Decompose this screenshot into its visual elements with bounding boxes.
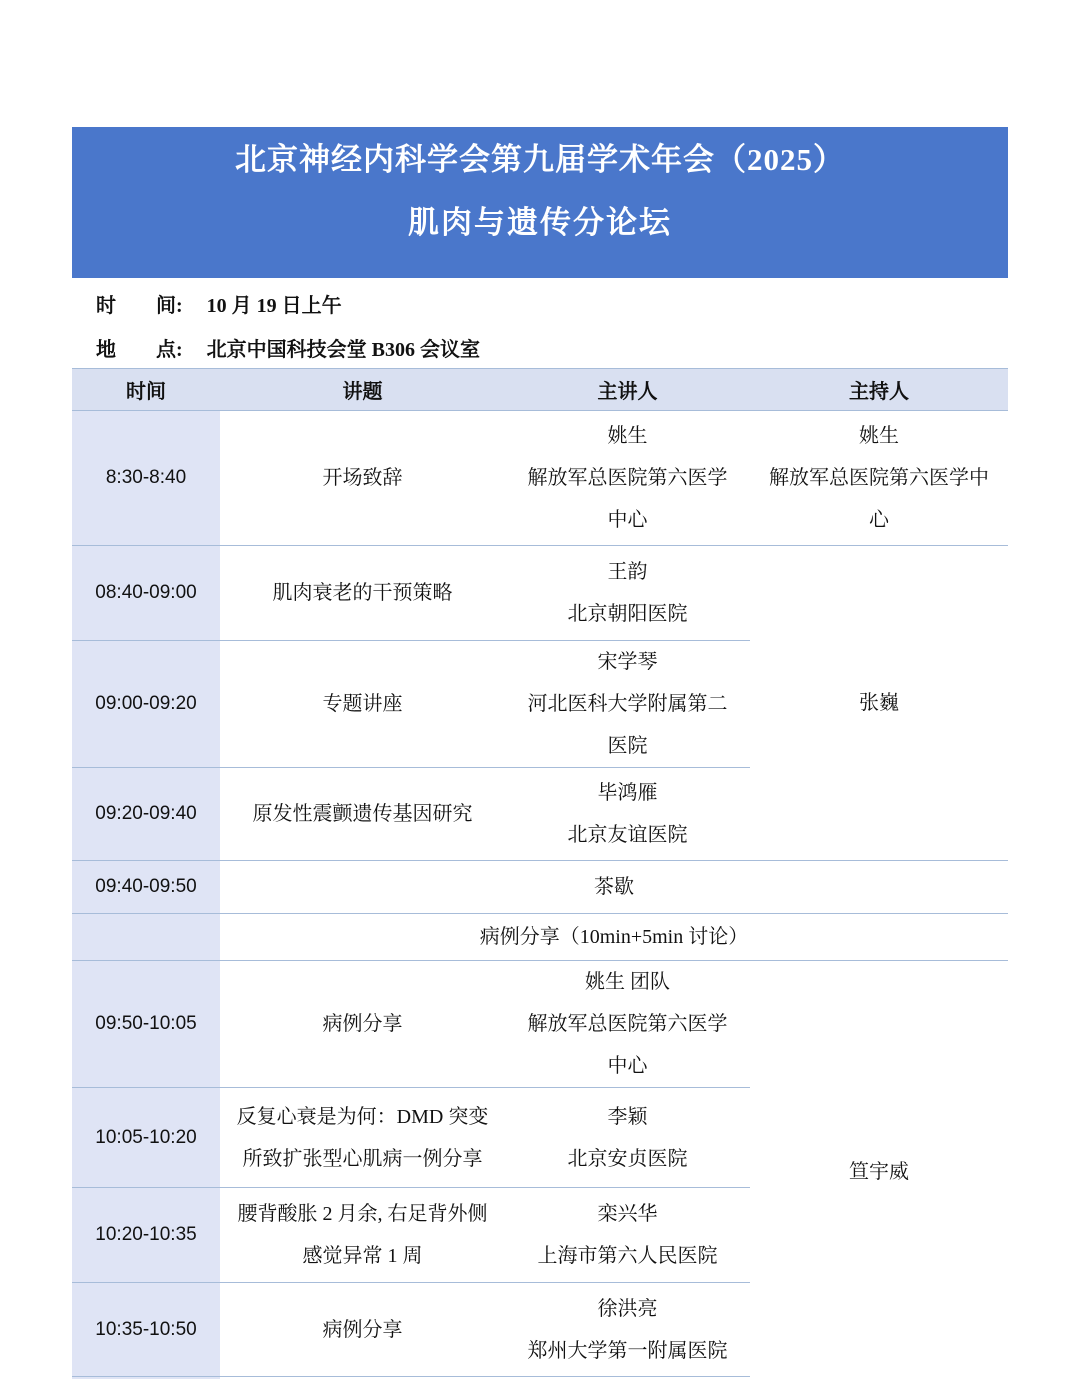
speaker-cell [505, 1188, 750, 1283]
agenda-row [72, 411, 1008, 546]
tea-break-cell: 茶歇 [220, 861, 1008, 914]
time-cell [72, 914, 220, 961]
topic-cell: 反复心衰是为何：DMD 突变所致扩张型心肌病一例分享 [220, 1088, 505, 1188]
tea-break-row [72, 861, 1008, 914]
topic-cell: 病例分享 [220, 961, 505, 1088]
topic-cell: 病例分享 [220, 1283, 505, 1377]
place-label: 地 点: [96, 338, 183, 361]
agenda-row [72, 961, 1008, 1088]
col-header-time: 时间 [72, 369, 220, 411]
conference-banner [72, 127, 1008, 278]
host-name: 姚生 [859, 425, 899, 447]
speaker-org: 北京朝阳医院 [567, 603, 688, 625]
conference-title: 北京神经内科学会第九届学术年会（2025） [235, 142, 845, 177]
host-cell [750, 411, 1008, 546]
speaker-org: 上海市第六人民医院 [537, 1245, 718, 1267]
topic-cell: 专题讲座 [220, 641, 505, 768]
section-title-cell: 病例分享（10min+5min 讨论） [220, 914, 1008, 961]
speaker-name: 徐洪亮 [597, 1297, 658, 1320]
speaker-cell [505, 546, 750, 641]
speaker-name: 栾兴华 [597, 1203, 658, 1225]
agenda-table-header [72, 369, 1008, 411]
speaker-org: 解放军总医院第六医学中心 [527, 1013, 728, 1077]
place-value: 北京中国科技会堂 B306 会议室 [206, 338, 481, 361]
time-cell: 09:50-10:05 [72, 961, 220, 1088]
topic-cell: 原发性震颤遗传基因研究 [220, 768, 505, 861]
time-cell: 10:05-10:20 [72, 1088, 220, 1188]
host-org: 解放军总医院第六医学中心 [769, 467, 989, 531]
topic-cell: 开场致辞 [220, 411, 505, 546]
speaker-org: 郑州大学第一附属医院 [527, 1339, 728, 1362]
agenda-table [72, 368, 1008, 1379]
time-cell: 09:20-09:40 [72, 768, 220, 861]
speaker-org: 解放军总医院第六医学中心 [527, 467, 728, 531]
speaker-name: 李颖 [607, 1105, 648, 1128]
col-header-speaker: 主讲人 [505, 369, 750, 411]
speaker-cell [505, 961, 750, 1088]
time-cell: 10:35-10:50 [72, 1283, 220, 1377]
time-cell: 8:30-8:40 [72, 411, 220, 546]
topic-cell: 肌肉衰老的干预策略 [220, 546, 505, 641]
speaker-cell [505, 411, 750, 546]
time-label: 时 间: [96, 294, 183, 317]
meta-time-line [96, 281, 1080, 325]
speaker-name: 王韵 [607, 561, 648, 583]
session-title: 肌肉与遗传分论坛 [408, 205, 672, 240]
time-value: 10 月 19 日上午 [206, 294, 342, 317]
speaker-name: 毕鸿雁 [597, 782, 658, 804]
speaker-name: 姚生 团队 [585, 971, 670, 993]
merged-host-cell: 笪宇威 [750, 961, 1008, 1379]
merged-host-cell: 张巍 [750, 546, 1008, 861]
speaker-cell [505, 768, 750, 861]
time-cell: 08:40-09:00 [72, 546, 220, 641]
speaker-org: 北京友谊医院 [567, 824, 688, 846]
agenda-row [72, 546, 1008, 641]
speaker-cell [505, 641, 750, 768]
time-cell: 09:00-09:20 [72, 641, 220, 768]
meta-section [0, 278, 1080, 368]
meta-place-line [96, 325, 1080, 369]
header-row [72, 369, 1008, 411]
time-cell: 09:40-09:50 [72, 861, 220, 914]
time-cell: 10:20-10:35 [72, 1188, 220, 1283]
col-header-topic: 讲题 [220, 369, 505, 411]
speaker-org: 北京安贞医院 [567, 1147, 688, 1170]
col-header-host: 主持人 [750, 369, 1008, 411]
speaker-cell [505, 1088, 750, 1188]
speaker-name: 姚生 [607, 425, 648, 447]
topic-cell: 腰背酸胀 2 月余, 右足背外侧感觉异常 1 周 [220, 1188, 505, 1283]
speaker-cell [505, 1283, 750, 1377]
section-row [72, 914, 1008, 961]
speaker-name: 宋学琴 [597, 651, 658, 673]
speaker-org: 河北医科大学附属第二医院 [527, 693, 728, 757]
